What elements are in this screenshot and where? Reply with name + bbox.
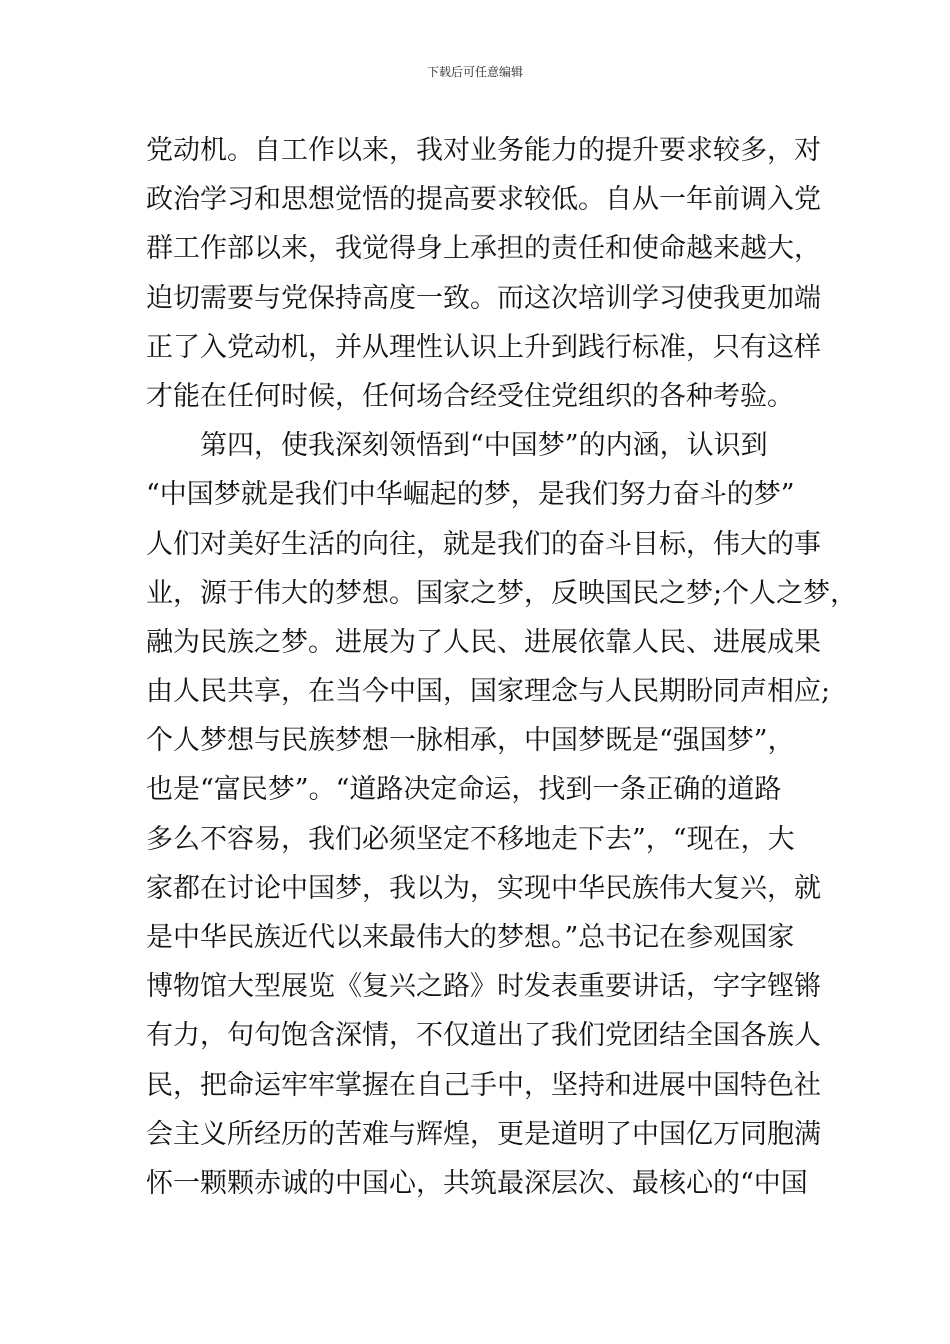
document-body xyxy=(146,126,858,1208)
text-line: 会主义所经历的苦难与辉煌，更是道明了中国亿万同胞满 xyxy=(146,1118,821,1150)
text-line: 是中华民族近代以来最伟大的梦想。”总书记在参观国家 xyxy=(146,922,795,953)
text-line: 有力，句句饱含深情，不仅道出了我们党团结全国各族人 xyxy=(146,1020,821,1052)
text-line: 政治学习和思想觉悟的提高要求较低。自从一年前调入党 xyxy=(146,184,821,216)
text-line: 个人梦想与民族梦想一脉相承，中国梦既是“强国梦”， xyxy=(146,725,795,757)
text-line: 由人民共享，在当今中国，国家理念与人民期盼同声相应; xyxy=(146,676,831,708)
text-line: 迫切需要与党保持高度一致。而这次培训学习使我更加端 xyxy=(146,282,821,314)
text-line: 民，把命运牢牢掌握在自己手中，坚持和进展中国特色社 xyxy=(146,1069,821,1101)
text-line: 党动机。自工作以来，我对业务能力的提升要求较多，对 xyxy=(146,135,821,166)
text-line: “中国梦就是我们中华崛起的梦，是我们努力奋斗的梦” xyxy=(146,479,795,511)
paragraph-first-line: 第四，使我深刻领悟到“中国梦”的内涵，认识到 xyxy=(200,430,768,462)
text-line: 正了入党动机，并从理性认识上升到践行标准，只有这样 xyxy=(146,331,821,363)
page-header: 下载后可任意编辑 xyxy=(426,65,523,79)
text-line: 才能在任何时候，任何场合经受住党组织的各种考验。 xyxy=(146,380,794,412)
text-line: 博物馆大型展览《复兴之路》时发表重要讲话，字字铿锵 xyxy=(146,971,821,1003)
text-line: 融为民族之梦。进展为了人民、进展依靠人民、进展成果 xyxy=(146,626,821,658)
text-line: 多么不容易，我们必须坚定不移地走下去”，“现在，大 xyxy=(146,823,795,855)
text-line: 也是“富民梦”。“道路决定命运，找到一条正确的道路 xyxy=(146,774,782,806)
text-line: 业，源于伟大的梦想。国家之梦，反映国民之梦;个人之梦， xyxy=(146,577,858,609)
text-line: 人们对美好生活的向往，就是我们的奋斗目标，伟大的事 xyxy=(146,528,821,560)
text-line: 怀一颗颗赤诚的中国心，共筑最深层次、最核心的“中国 xyxy=(146,1167,808,1199)
text-line: 群工作部以来，我觉得身上承担的责任和使命越来越大， xyxy=(146,233,821,265)
text-line: 家都在讨论中国梦，我以为，实现中华民族伟大复兴，就 xyxy=(146,872,821,904)
